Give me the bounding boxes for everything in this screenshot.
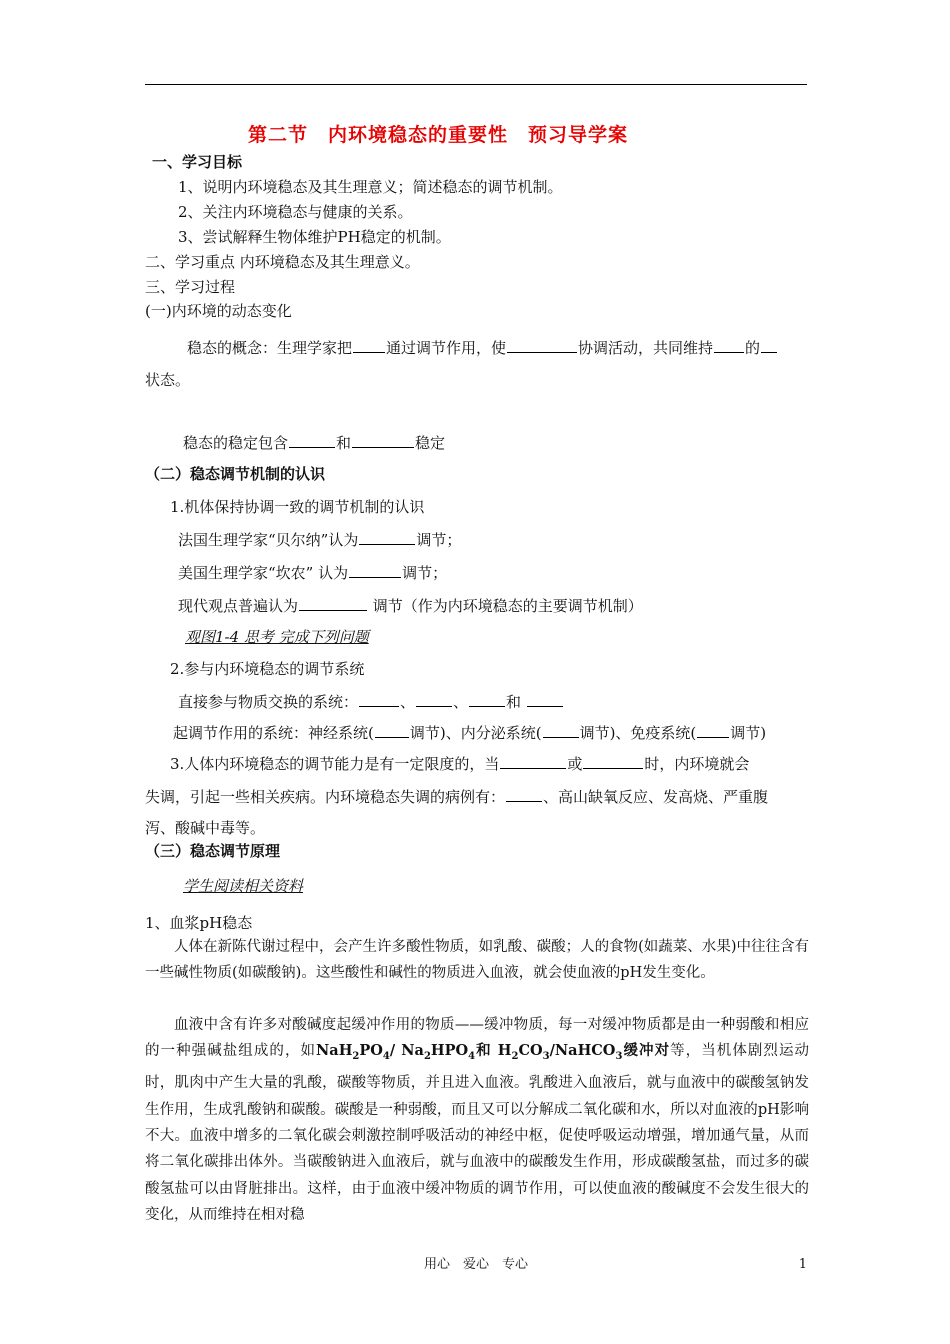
separator: 、	[400, 693, 416, 711]
goal-item-1: 1、说明内环境稳态及其生理意义；简述稳态的调节机制。	[178, 178, 563, 196]
modern-suffix: 调节（作为内环境稳态的主要调节机制）	[368, 597, 643, 615]
q3-text-a: 3.人体内环境稳态的调节能力是有一定限度的，当	[170, 755, 500, 773]
header-rule	[145, 84, 807, 85]
q3-line2-text: 失调，引起一些相关疾病。内环境稳态失调的病例有：	[145, 788, 506, 806]
fill-blank[interactable]	[527, 692, 563, 707]
cannon-line	[178, 562, 447, 584]
question-2: 2.参与内环境稳态的调节系统	[170, 660, 365, 678]
bernard-suffix: 调节；	[416, 531, 462, 549]
figure-note: 观图1-4 思考 完成下列问题	[185, 628, 369, 646]
direct-text: 直接参与物质交换的系统：	[178, 693, 359, 711]
stability-text-c: 稳定	[415, 434, 446, 452]
paragraph-text: 血液中含有许多对酸碱度起缓冲作用的物质——缓冲物质，每一对缓冲物质都是由一种弱酸和相应的一种强碱盐组成的，如	[145, 1017, 809, 1060]
direct-systems-line	[178, 691, 564, 713]
concept-text-d: 的	[745, 339, 761, 357]
fill-blank[interactable]	[352, 433, 414, 448]
question-1: 1.机体保持协调一致的调节机制的认识	[170, 498, 425, 516]
paragraph-text: 人体在新陈代谢过程中，会产生许多酸性物质，如乳酸、碳酸；人的食物(如蔬菜、水果)中往往含有一些碱性物质(如碳酸钠)。这些酸性和碱性的物质进入血液，就会使血液的pH发生变化。	[145, 939, 809, 982]
fill-blank[interactable]	[714, 338, 744, 353]
paragraph-ph-2	[145, 1012, 809, 1228]
concept-text-c: 协调活动，共同维持	[578, 339, 714, 357]
footer-slogan: 用心 爱心 专心	[423, 1257, 528, 1272]
section-heading-focus: 二、学习重点 内环境稳态及其生理意义。	[145, 253, 420, 271]
subsection-ph: 1、血浆pH稳态	[145, 914, 253, 932]
question-3-line3: 泻、酸碱中毒等。	[145, 819, 266, 837]
fill-blank[interactable]	[299, 596, 367, 611]
reading-note: 学生阅读相关资料	[183, 877, 304, 895]
regulatory-systems-line	[173, 722, 766, 744]
fill-blank[interactable]	[697, 723, 729, 738]
modern-line	[178, 595, 643, 617]
paragraph-ph-1	[145, 934, 809, 987]
q3-text-b: 或	[567, 755, 583, 773]
fill-blank[interactable]	[543, 723, 579, 738]
concept-text-b: 通过调节作用，使	[386, 339, 507, 357]
fill-blank[interactable]	[469, 692, 505, 707]
modern-text: 现代观点普遍认为	[178, 597, 299, 615]
and-text: 和	[506, 693, 522, 711]
stability-text-a: 稳态的稳定包含	[183, 434, 289, 452]
reg-text-a: 起调节作用的系统：神经系统(	[173, 724, 374, 742]
cannon-suffix: 调节；	[402, 564, 448, 582]
concept-text-e: 状态。	[145, 371, 191, 389]
fill-blank[interactable]	[353, 338, 385, 353]
fill-blank[interactable]	[289, 433, 335, 448]
paragraph-text: 等，当机体剧烈运动时，肌肉中产生大量的乳酸，碳酸等物质，并且进入血液。乳酸进入血液后，就与血液中的碳酸氢钠发生作用，生成乳酸钠和碳酸。碳酸是一种弱酸，而且又可以分解成二氧化碳和水，所以对血液的pH影响不大。血液中增多的二氧化碳会刺激控制呼吸活动的神经中枢，促使呼吸运动增强，增加通气量，从而将二氧化碳排出体外。当碳酸钠进入血液后，就与血液中的碳酸发生作用，形成碳酸氢盐，而过多的碳酸氢盐可以由肾脏排出。这样，由于血液中缓冲物质的调节作用，可以使血液的酸碱度不会发生很大的变化，从而维持在相对稳	[145, 1043, 810, 1223]
fill-blank[interactable]	[583, 754, 643, 769]
question-3-line2	[145, 786, 768, 808]
bernard-line	[178, 529, 461, 551]
part2-heading: （二）稳态调节机制的认识	[145, 465, 326, 483]
q3-text-c: 时，内环境就会	[644, 755, 750, 773]
question-3-line1	[170, 753, 749, 775]
separator: 、	[453, 693, 469, 711]
bernard-text: 法国生理学家“贝尔纳”认为	[178, 531, 359, 549]
fill-blank[interactable]	[416, 692, 452, 707]
q3-line2-suffix: 、高山缺氧反应、发高烧、严重腹	[543, 788, 769, 806]
concept-text-a: 稳态的概念：生理学家把	[187, 339, 353, 357]
fill-blank[interactable]	[500, 754, 566, 769]
fill-blank[interactable]	[359, 692, 399, 707]
section-heading-goals: 一、学习目标	[152, 153, 243, 171]
page-title: 第二节 内环境稳态的重要性 预习导学案	[248, 124, 629, 146]
fill-blank[interactable]	[507, 338, 577, 353]
reg-text-d: 调节)	[730, 724, 767, 742]
steady-state-concept	[187, 337, 778, 359]
stability-text-b: 和	[336, 434, 352, 452]
fill-blank[interactable]	[506, 787, 542, 802]
page-number: 1	[798, 1257, 807, 1272]
buffer-pair-label: 缓冲对	[622, 1042, 671, 1060]
fill-blank[interactable]	[359, 530, 415, 545]
stability-line	[183, 432, 445, 454]
fill-blank[interactable]	[349, 563, 401, 578]
goal-item-2: 2、关注内环境稳态与健康的关系。	[178, 203, 413, 221]
cannon-text: 美国生理学家“坎农” 认为	[178, 564, 349, 582]
reg-text-c: 调节)、免疫系统(	[579, 724, 697, 742]
fill-blank[interactable]	[375, 723, 409, 738]
buffer-pairs: $NaH_2PO_4/$ $Na_2HPO_4$和 $H_2CO_3/NaHCO_3$	[316, 1042, 623, 1063]
part3-heading: （三）稳态调节原理	[145, 842, 281, 860]
goal-item-3: 3、尝试解释生物体维护PH稳定的机制。	[178, 228, 451, 246]
section-heading-process: 三、学习过程	[145, 278, 236, 296]
reg-text-b: 调节)、内分泌系统(	[409, 724, 542, 742]
part1-heading: (一)内环境的动态变化	[145, 302, 292, 320]
fill-blank[interactable]	[761, 338, 777, 353]
